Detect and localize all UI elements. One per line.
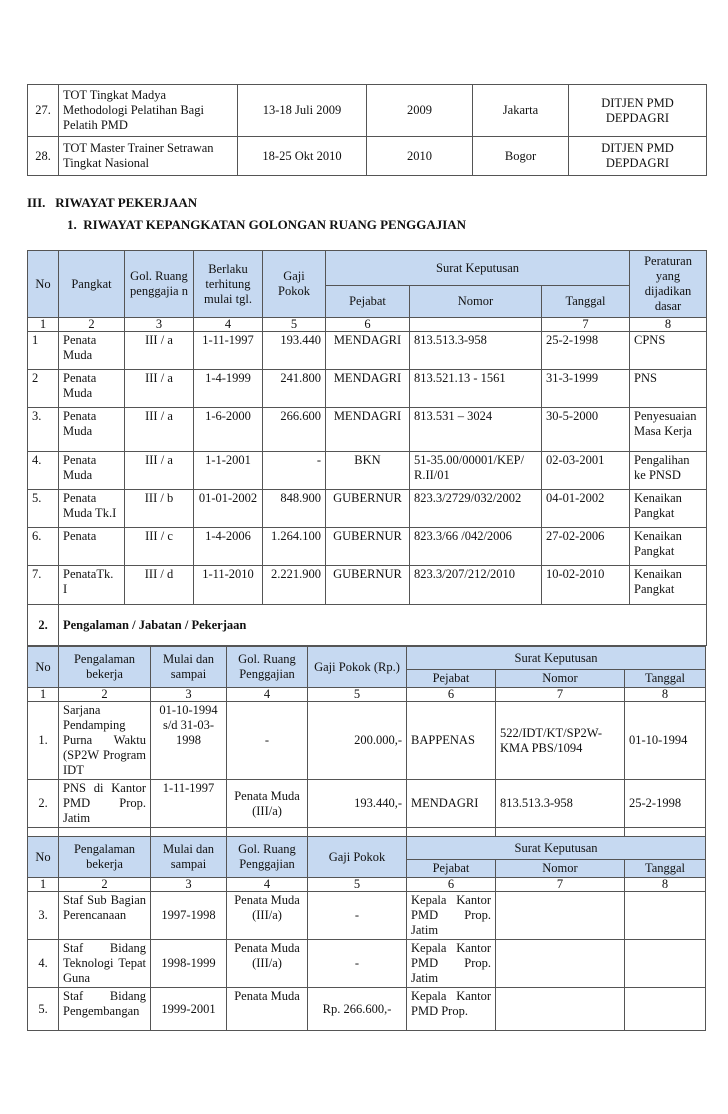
column-number: 4	[227, 878, 308, 892]
table-cell: 10-02-2010	[542, 566, 630, 605]
table-row	[28, 85, 707, 137]
table-cell: GUBERNUR	[326, 528, 410, 566]
column-number: 5	[308, 688, 407, 702]
column-number: 6	[407, 688, 496, 702]
rank-table	[27, 250, 707, 646]
table-cell: 1-11-1997	[151, 780, 227, 828]
table-cell: 2.221.900	[263, 566, 326, 605]
column-number: 3	[151, 688, 227, 702]
table-cell: III / a	[125, 408, 194, 452]
table-cell: Penata	[59, 528, 125, 566]
table-cell: III / d	[125, 566, 194, 605]
table-cell: 51-35.00/00001/KEP/ R.II/01	[410, 452, 542, 490]
table-cell: III / a	[125, 452, 194, 490]
table-cell: 5.	[28, 988, 59, 1031]
table-cell: 813.513.3-958	[410, 332, 542, 370]
column-number: 3	[125, 318, 194, 332]
header-pejabat: Pejabat	[407, 860, 496, 878]
table-cell: Penata Muda (III/a)	[227, 780, 308, 828]
header-mulai: Mulai dan sampai	[151, 647, 227, 688]
table-cell: Penata Muda (III/a)	[227, 940, 308, 988]
table-cell: GUBERNUR	[326, 566, 410, 605]
training-table	[27, 84, 707, 176]
table-cell: 27-02-2006	[542, 528, 630, 566]
table-row	[28, 566, 707, 605]
header-tanggal: Tanggal	[542, 286, 630, 318]
header-gaji: Gaji Pokok	[263, 251, 326, 318]
header-nomor: Nomor	[496, 670, 625, 688]
table-cell: MENDAGRI	[326, 408, 410, 452]
table-cell: BAPPENAS	[407, 702, 496, 780]
table-cell: Kenaikan Pangkat	[630, 566, 707, 605]
table-row	[28, 137, 707, 176]
header-pejabat: Pejabat	[407, 670, 496, 688]
column-number-row	[28, 318, 707, 332]
table-cell: Staf Bidang Teknologi Tepat Guna	[59, 940, 151, 988]
table-cell: 01-10-1994	[625, 702, 706, 780]
table-cell: -	[308, 892, 407, 940]
header-tanggal: Tanggal	[625, 860, 706, 878]
header-gol: Gol. Ruang Penggajian	[227, 837, 308, 878]
table-row	[28, 332, 707, 370]
table-cell: 1-1-2001	[194, 452, 263, 490]
table-cell: Kepala Kantor PMD Prop. Jatim	[407, 940, 496, 988]
table-row	[28, 988, 706, 1031]
table-cell: Jakarta	[473, 85, 569, 137]
table-cell: 1	[28, 332, 59, 370]
header-sk: Surat Keputusan	[326, 251, 630, 286]
table-cell: 7.	[28, 566, 59, 605]
column-number: 4	[227, 688, 308, 702]
table-cell: 823.3/2729/032/2002	[410, 490, 542, 528]
column-number-row	[28, 878, 706, 892]
table-cell: Staf Bidang Pengembangan	[59, 988, 151, 1031]
experience-table-b	[27, 836, 706, 1031]
table-cell: DITJEN PMD DEPDAGRI	[569, 137, 707, 176]
table-row	[28, 940, 706, 988]
subsection-title: RIWAYAT KEPANGKATAN GOLONGAN RUANG PENGGAJIAN	[83, 217, 467, 232]
table-cell: III / c	[125, 528, 194, 566]
column-number: 8	[625, 878, 706, 892]
subsection-number: 1.	[67, 217, 77, 232]
column-number: 7	[542, 318, 630, 332]
table-cell: 1-4-2006	[194, 528, 263, 566]
table-cell: 02-03-2001	[542, 452, 630, 490]
table-cell: 25-2-1998	[625, 780, 706, 828]
table-cell: MENDAGRI	[326, 370, 410, 408]
header-tanggal: Tanggal	[625, 670, 706, 688]
table-cell: 3.	[28, 892, 59, 940]
column-number: 2	[59, 688, 151, 702]
table-cell: 813.521.13 - 1561	[410, 370, 542, 408]
table-cell: PNS	[630, 370, 707, 408]
section-title: RIWAYAT PEKERJAAN	[55, 195, 198, 210]
table-cell	[496, 892, 625, 940]
column-number-row	[28, 688, 706, 702]
table-cell	[625, 988, 706, 1031]
table-cell: Penata Muda	[227, 988, 308, 1031]
table-cell: DITJEN PMD DEPDAGRI	[569, 85, 707, 137]
table-cell: TOT Tingkat Madya Methodologi Pelatihan Bagi Pelatih PMD	[59, 85, 238, 137]
table-cell: 1998-1999	[151, 940, 227, 988]
header-mulai: Mulai dan sampai	[151, 837, 227, 878]
table-cell: 823.3/66 /042/2006	[410, 528, 542, 566]
table-cell: MENDAGRI	[326, 332, 410, 370]
column-number: 2	[59, 318, 125, 332]
header-pengalaman: Pengalaman bekerja	[59, 647, 151, 688]
header-peraturan: Peraturan yang dijadikan dasar	[630, 251, 707, 318]
header-sk: Surat Keputusan	[407, 837, 706, 860]
column-number: 6	[326, 318, 410, 332]
table-cell: 1-11-1997	[194, 332, 263, 370]
table-cell: 4.	[28, 940, 59, 988]
table-cell: Sarjana Pendamping Purna Waktu (SP2W Program IDT	[59, 702, 151, 780]
table-cell: BKN	[326, 452, 410, 490]
header-nomor: Nomor	[410, 286, 542, 318]
column-number: 7	[496, 878, 625, 892]
table-cell: 193.440	[263, 332, 326, 370]
table-cell	[496, 988, 625, 1031]
table-cell: 25-2-1998	[542, 332, 630, 370]
table-cell: 823.3/207/212/2010	[410, 566, 542, 605]
header-gol: Gol. Ruang Penggajian	[227, 647, 308, 688]
exp-section-number: 2.	[28, 605, 59, 646]
table-cell: 01-10-1994 s/d 31-03-1998	[151, 702, 227, 780]
table-cell: Pengalihan ke PNSD	[630, 452, 707, 490]
subsection-heading	[67, 217, 466, 233]
column-number: 7	[496, 688, 625, 702]
table-cell: III / a	[125, 332, 194, 370]
header-pangkat: Pangkat	[59, 251, 125, 318]
table-cell: 848.900	[263, 490, 326, 528]
column-number: 8	[625, 688, 706, 702]
table-cell: 2010	[367, 137, 473, 176]
header-nomor: Nomor	[496, 860, 625, 878]
section-heading	[27, 195, 197, 211]
table-cell: Kepala Kantor PMD Prop. Jatim	[407, 892, 496, 940]
column-number: 2	[59, 878, 151, 892]
table-cell: Bogor	[473, 137, 569, 176]
column-number: 1	[28, 318, 59, 332]
table-cell: Penata Muda	[59, 370, 125, 408]
table-cell: -	[263, 452, 326, 490]
table-cell: 241.800	[263, 370, 326, 408]
table-cell: Penata Muda	[59, 408, 125, 452]
column-number: 8	[630, 318, 707, 332]
column-number: 3	[151, 878, 227, 892]
header-no: No	[28, 647, 59, 688]
table-cell: Penata Muda	[59, 332, 125, 370]
column-number: 5	[263, 318, 326, 332]
table-row	[28, 490, 707, 528]
header-no: No	[28, 251, 59, 318]
table-cell: Rp. 266.600,-	[308, 988, 407, 1031]
header-gaji: Gaji Pokok (Rp.)	[308, 647, 407, 688]
table-cell: 1.264.100	[263, 528, 326, 566]
table-cell: 04-01-2002	[542, 490, 630, 528]
table-cell	[625, 892, 706, 940]
table-cell: Kepala Kantor PMD Prop.	[407, 988, 496, 1031]
column-number: 4	[194, 318, 263, 332]
header-berlaku: Berlaku terhitung mulai tgl.	[194, 251, 263, 318]
table-cell: III / a	[125, 370, 194, 408]
header-gaji: Gaji Pokok	[308, 837, 407, 878]
table-cell: 1997-1998	[151, 892, 227, 940]
table-cell: -	[308, 940, 407, 988]
table-cell: III / b	[125, 490, 194, 528]
table-cell: 1.	[28, 702, 59, 780]
table-cell: 813.513.3-958	[496, 780, 625, 828]
table-row	[28, 702, 706, 780]
table-cell: 2	[28, 370, 59, 408]
table-cell: Penyesuaian Masa Kerja	[630, 408, 707, 452]
table-cell: 30-5-2000	[542, 408, 630, 452]
table-cell: 31-3-1999	[542, 370, 630, 408]
table-cell: 13-18 Juli 2009	[238, 85, 367, 137]
table-row	[28, 370, 707, 408]
table-cell: 2009	[367, 85, 473, 137]
table-cell: Kenaikan Pangkat	[630, 490, 707, 528]
table-cell: 27.	[28, 85, 59, 137]
table-cell: 18-25 Okt 2010	[238, 137, 367, 176]
header-gol: Gol. Ruang penggajia n	[125, 251, 194, 318]
table-row	[28, 408, 707, 452]
table-row	[28, 452, 707, 490]
column-number	[410, 318, 542, 332]
table-cell: Penata Muda (III/a)	[227, 892, 308, 940]
table-cell: 2.	[28, 780, 59, 828]
table-cell: 193.440,-	[308, 780, 407, 828]
table-cell: 3.	[28, 408, 59, 452]
header-sk: Surat Keputusan	[407, 647, 706, 670]
table-cell: 1-4-1999	[194, 370, 263, 408]
table-cell	[625, 940, 706, 988]
table-cell: PNS di Kantor PMD Prop. Jatim	[59, 780, 151, 828]
table-cell: PenataTk. I	[59, 566, 125, 605]
table-cell: TOT Master Trainer Setrawan Tingkat Nasional	[59, 137, 238, 176]
table-cell: 5.	[28, 490, 59, 528]
section-number: III.	[27, 195, 46, 210]
experience-table-a	[27, 646, 706, 842]
header-pengalaman: Pengalaman bekerja	[59, 837, 151, 878]
column-number: 5	[308, 878, 407, 892]
exp-section-title: Pengalaman / Jabatan / Pekerjaan	[59, 605, 707, 646]
table-row	[28, 892, 706, 940]
table-cell: CPNS	[630, 332, 707, 370]
table-cell: 1-6-2000	[194, 408, 263, 452]
table-cell: 200.000,-	[308, 702, 407, 780]
table-cell: 6.	[28, 528, 59, 566]
column-number: 1	[28, 878, 59, 892]
table-cell: -	[227, 702, 308, 780]
table-cell: 813.531 – 3024	[410, 408, 542, 452]
table-cell: 28.	[28, 137, 59, 176]
table-cell: 266.600	[263, 408, 326, 452]
table-cell: Penata Muda Tk.I	[59, 490, 125, 528]
table-cell: 522/IDT/KT/SP2W-KMA PBS/1094	[496, 702, 625, 780]
table-row	[28, 528, 707, 566]
column-number: 1	[28, 688, 59, 702]
table-cell: Kenaikan Pangkat	[630, 528, 707, 566]
table-cell: Penata Muda	[59, 452, 125, 490]
table-row	[28, 780, 706, 828]
column-number: 6	[407, 878, 496, 892]
table-cell: 1999-2001	[151, 988, 227, 1031]
table-cell: 1-11-2010	[194, 566, 263, 605]
table-cell: 01-01-2002	[194, 490, 263, 528]
table-cell: GUBERNUR	[326, 490, 410, 528]
table-cell: 4.	[28, 452, 59, 490]
table-cell: Staf Sub Bagian Perencanaan	[59, 892, 151, 940]
header-no: No	[28, 837, 59, 878]
table-cell	[496, 940, 625, 988]
table-cell: MENDAGRI	[407, 780, 496, 828]
header-pejabat: Pejabat	[326, 286, 410, 318]
